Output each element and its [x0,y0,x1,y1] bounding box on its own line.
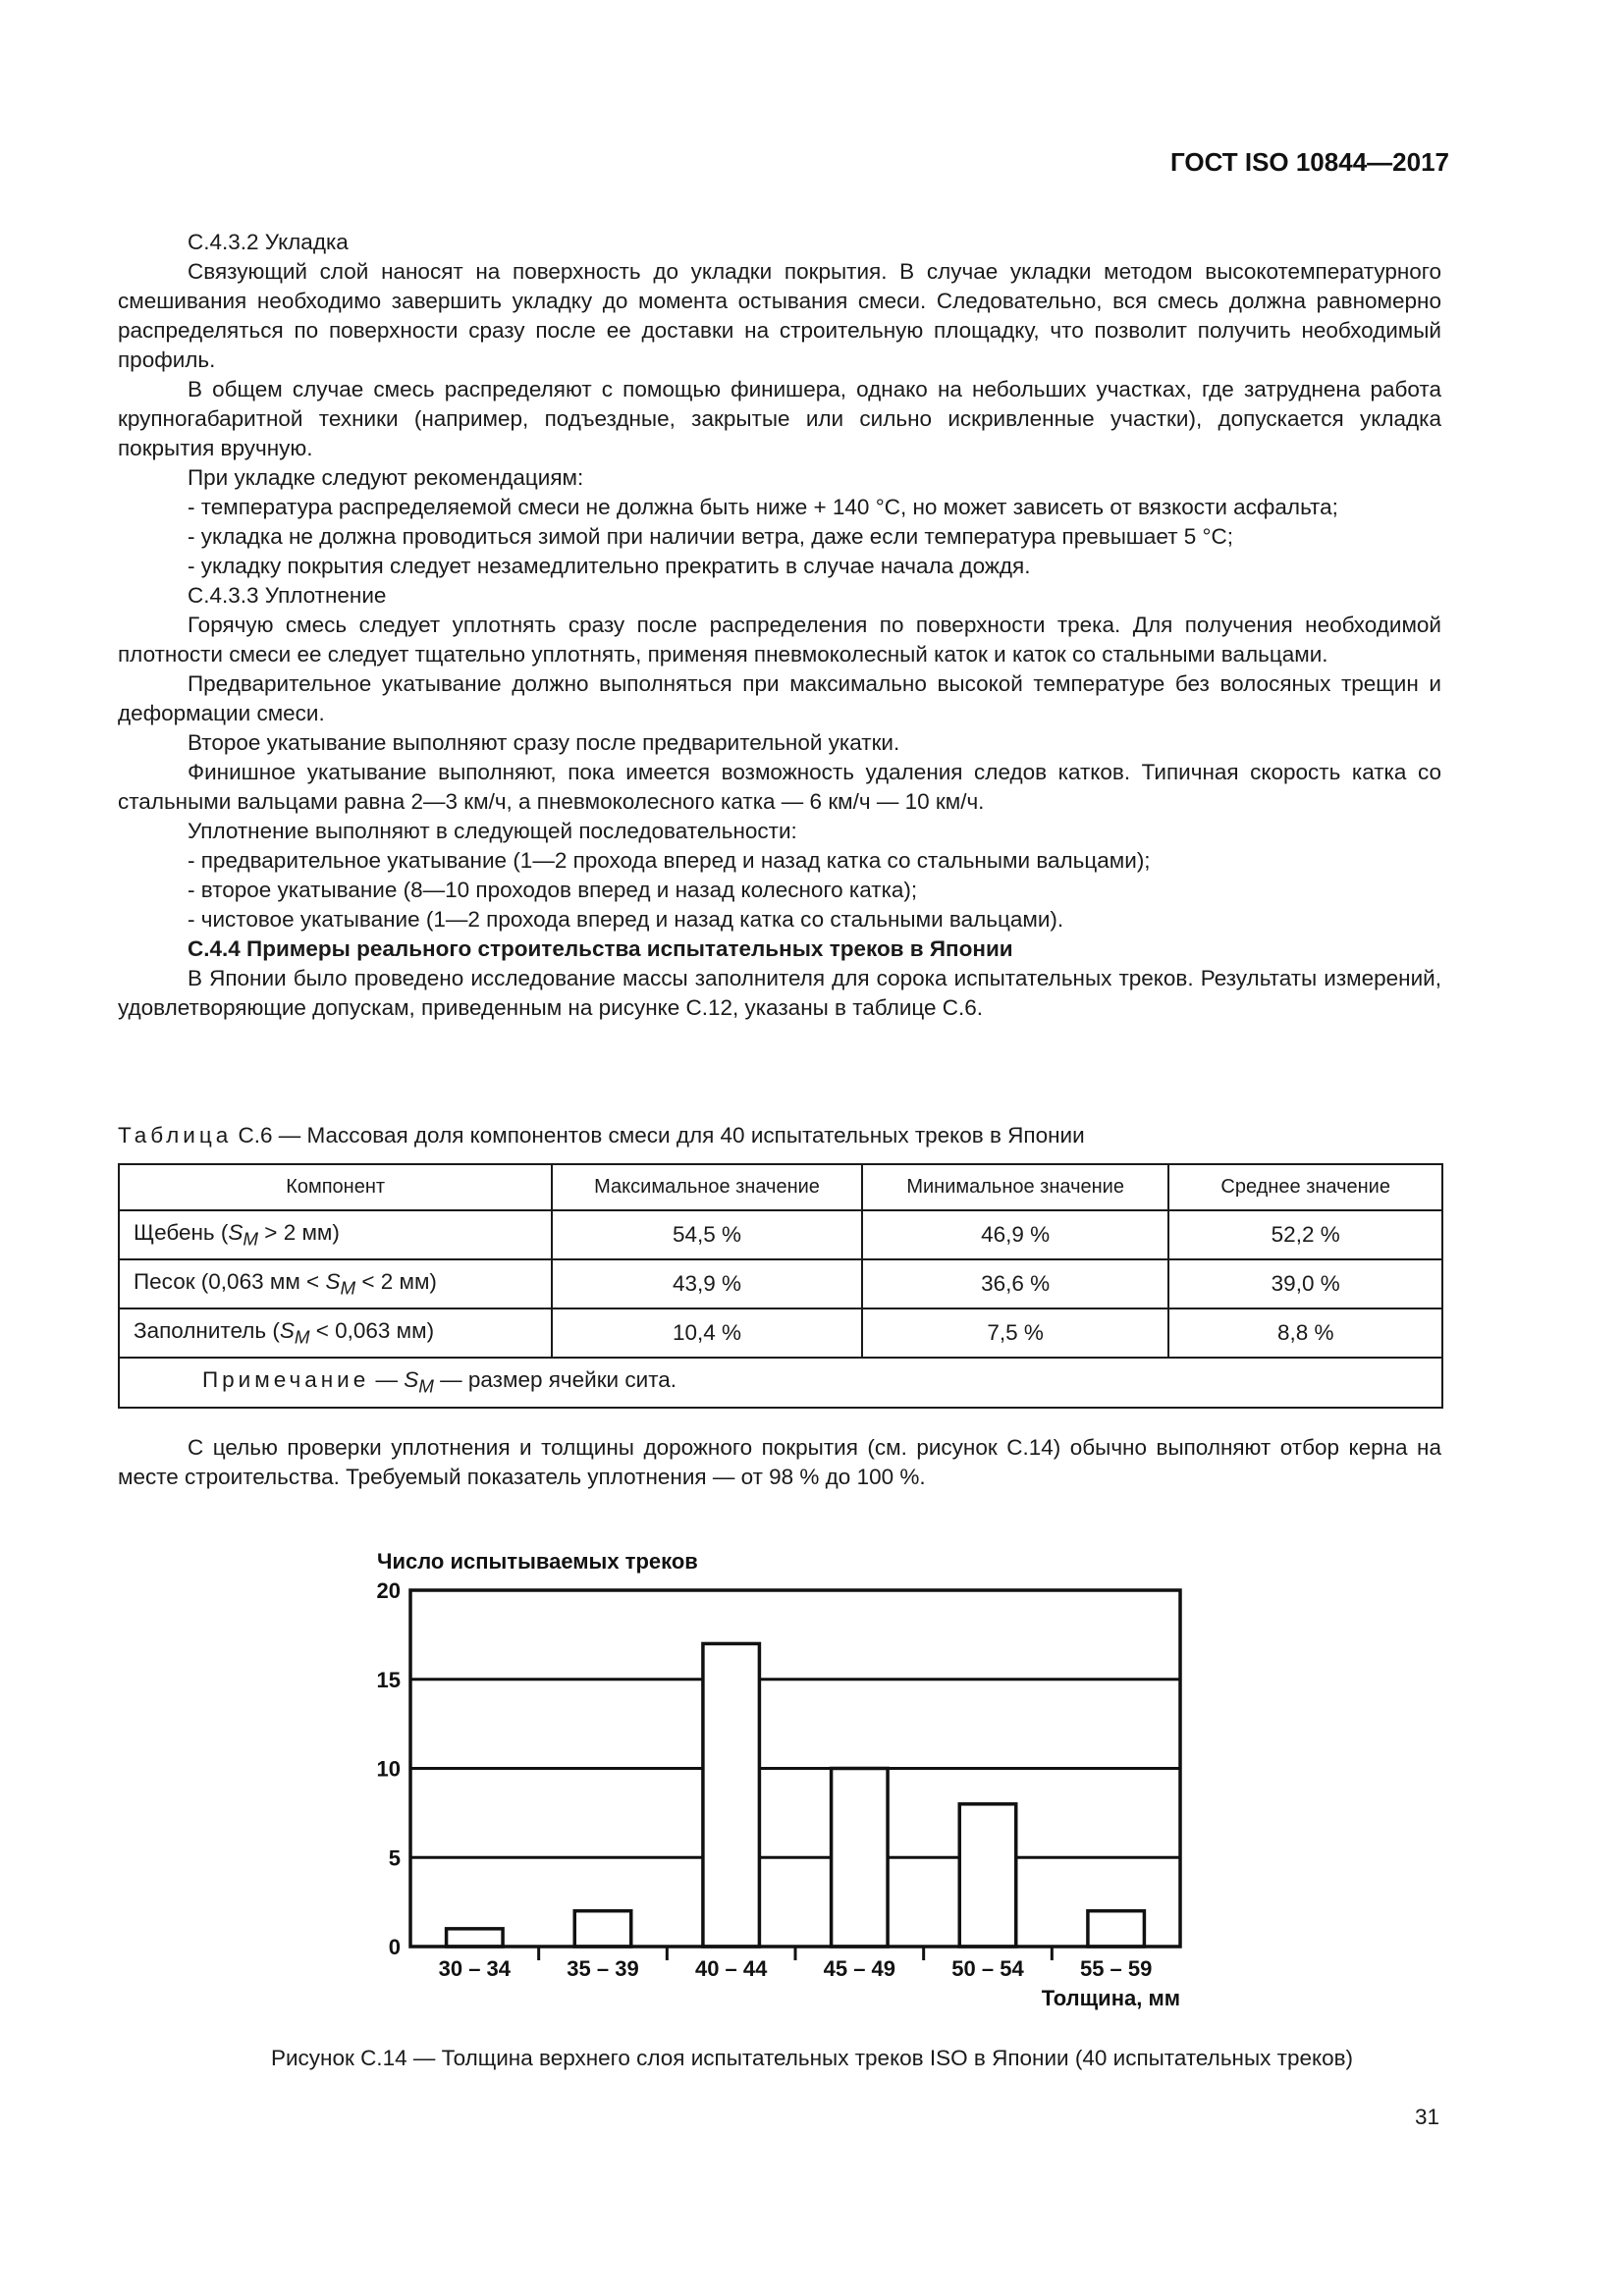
component-text: < 0,063 мм) [309,1317,435,1343]
table-row [119,1308,1442,1358]
table-header-cell: Минимальное значение [862,1164,1169,1210]
bar [703,1643,759,1947]
min-value-cell: 46,9 % [862,1210,1169,1259]
table-row [119,1210,1442,1259]
table-caption-label: Таблица [118,1123,233,1148]
table-caption [118,1121,1085,1150]
paragraph: Второе укатывание выполняют сразу после предварительной укатки. [188,730,900,755]
y-tick-label: 15 [376,1667,401,1692]
symbol-subscript: M [418,1375,434,1397]
list-item: - чистовое укатывание (1—2 прохода вперед и назад катка со стальными вальцами). [188,907,1064,932]
symbol-subscript: M [294,1326,310,1348]
body-text-after-table [118,1433,1441,1492]
min-value-cell: 36,6 % [862,1259,1169,1308]
data-table [118,1163,1443,1409]
max-value-cell: 10,4 % [552,1308,862,1358]
table-note [119,1358,1442,1408]
table-header-cell: Максимальное значение [552,1164,862,1210]
x-tick-label: 50 – 54 [951,1956,1024,1981]
section-heading-c44: С.4.4 Примеры реального строительства испытательных треков в Японии [188,936,1013,961]
note-text: — размер ячейки сита. [433,1367,677,1393]
list-item: - второе укатывание (8—10 проходов вперед и назад колесного катка); [188,878,918,902]
note-dash: — [369,1367,405,1393]
avg-value-cell: 39,0 % [1168,1259,1442,1308]
figure-caption: Рисунок С.14 — Толщина верхнего слоя испытательных треков ISO в Японии (40 испытательных треков) [270,2046,1354,2070]
paragraph: Уплотнение выполняют в следующей последовательности: [188,819,797,843]
bar [832,1769,888,1948]
bar [447,1929,503,1947]
y-tick-label: 5 [388,1845,401,1871]
table-row [119,1259,1442,1308]
list-item: - температура распределяемой смеси не должна быть ниже + 140 °С, но может зависеть от вязкости асфальта; [188,495,1338,519]
x-tick-label: 45 – 49 [823,1956,896,1981]
paragraph: Связующий слой наносят на поверхность до укладки покрытия. В случае укладки методом высокотемпературного смешивания необходимо завершить укладку до момента остывания смеси. Следовательно, вся смесь должна равномерно распределяться по поверхности сразу после ее доставки на строительную площадку, что позволит получить необходимый профиль. [118,259,1441,372]
x-tick-label: 40 – 44 [694,1956,768,1981]
component-cell [119,1259,552,1308]
component-cell [119,1210,552,1259]
y-tick-label: 20 [376,1578,401,1603]
body-text [118,228,1441,1023]
bar [959,1804,1015,1947]
paragraph: В Японии было проведено исследование массы заполнителя для сорока испытательных треков. Результаты измерений, удовлетворяющие допускам, приведенным на рисунке С.12, указаны в таблице С.6. [118,966,1441,1020]
bar [574,1911,630,1947]
list-item: - предварительное укатывание (1—2 прохода вперед и назад катка со стальными вальцами); [188,848,1151,873]
component-text: < 2 мм) [355,1268,437,1294]
table-caption-text: С.6 — Массовая доля компонентов смеси для 40 испытательных треков в Японии [232,1123,1085,1148]
section-heading-c433: С.4.3.3 Уплотнение [188,583,387,608]
x-tick-label: 35 – 39 [567,1956,639,1981]
min-value-cell: 7,5 % [862,1308,1169,1358]
page-number: 31 [1414,2105,1439,2129]
document-id: ГОСТ ISO 10844—2017 [1169,147,1449,177]
table-header-cell: Компонент [119,1164,552,1210]
max-value-cell: 43,9 % [552,1259,862,1308]
thickness-histogram-chart [363,1541,1188,2017]
symbol: S [279,1317,295,1343]
max-value-cell: 54,5 % [552,1210,862,1259]
note-label: Примечание [202,1367,370,1393]
component-text: Песок (0,063 мм < [134,1268,326,1294]
symbol-subscript: M [340,1277,356,1299]
x-tick-label: 30 – 34 [438,1956,512,1981]
avg-value-cell: 52,2 % [1168,1210,1442,1259]
y-tick-label: 10 [376,1756,401,1782]
x-axis-label: Толщина, мм [1041,1986,1180,2010]
table-header-cell: Среднее значение [1168,1164,1442,1210]
symbol-subscript: M [243,1228,259,1250]
component-text: > 2 мм) [258,1219,340,1245]
paragraph: С целью проверки уплотнения и толщины дорожного покрытия (см. рисунок С.14) обычно выполняют отбор керна на месте строительства. Требуемый показатель уплотнения — от 98 % до 100 %. [118,1435,1441,1489]
list-item: - укладка не должна проводиться зимой при наличии ветра, даже если температура превышает 5 °С; [188,524,1234,549]
table-note-row [119,1358,1442,1408]
component-text: Щебень ( [134,1219,229,1245]
avg-value-cell: 8,8 % [1168,1308,1442,1358]
component-cell [119,1308,552,1358]
y-tick-label: 0 [388,1935,401,1959]
component-text: Заполнитель ( [134,1317,280,1343]
paragraph: Финишное укатывание выполняют, пока имеется возможность удаления следов катков. Типичная скорость катка со стальными вальцами равна 2—3 км/ч, а пневмоколесного катка — 6 км/ч — 10 км/ч. [118,760,1441,814]
bar [1088,1911,1144,1947]
table-header-row [119,1164,1442,1210]
paragraph: Горячую смесь следует уплотнять сразу после распределения по поверхности трека. Для получения необходимой плотности смеси ее следует тщательно уплотнять, применяя пневмоколесный каток и каток со стальными вальцами. [118,613,1441,667]
symbol: S [404,1367,419,1393]
paragraph: В общем случае смесь распределяют с помощью финишера, однако на небольших участках, где затруднена работа крупногабаритной техники (например, подъездные, закрытые или сильно искривленные участки), допускается укладка покрытия вручную. [118,377,1441,460]
symbol: S [325,1268,341,1294]
paragraph: При укладке следуют рекомендациям: [188,465,584,490]
x-tick-label: 55 – 59 [1079,1956,1153,1981]
y-axis-label: Число испытываемых треков [377,1549,698,1574]
list-item: - укладку покрытия следует незамедлительно прекратить в случае начала дождя. [188,554,1031,578]
paragraph: Предварительное укатывание должно выполняться при максимально высокой температуре без волосяных трещин и деформации смеси. [118,671,1441,725]
section-heading-c432: С.4.3.2 Укладка [188,230,349,254]
symbol: S [228,1219,244,1245]
